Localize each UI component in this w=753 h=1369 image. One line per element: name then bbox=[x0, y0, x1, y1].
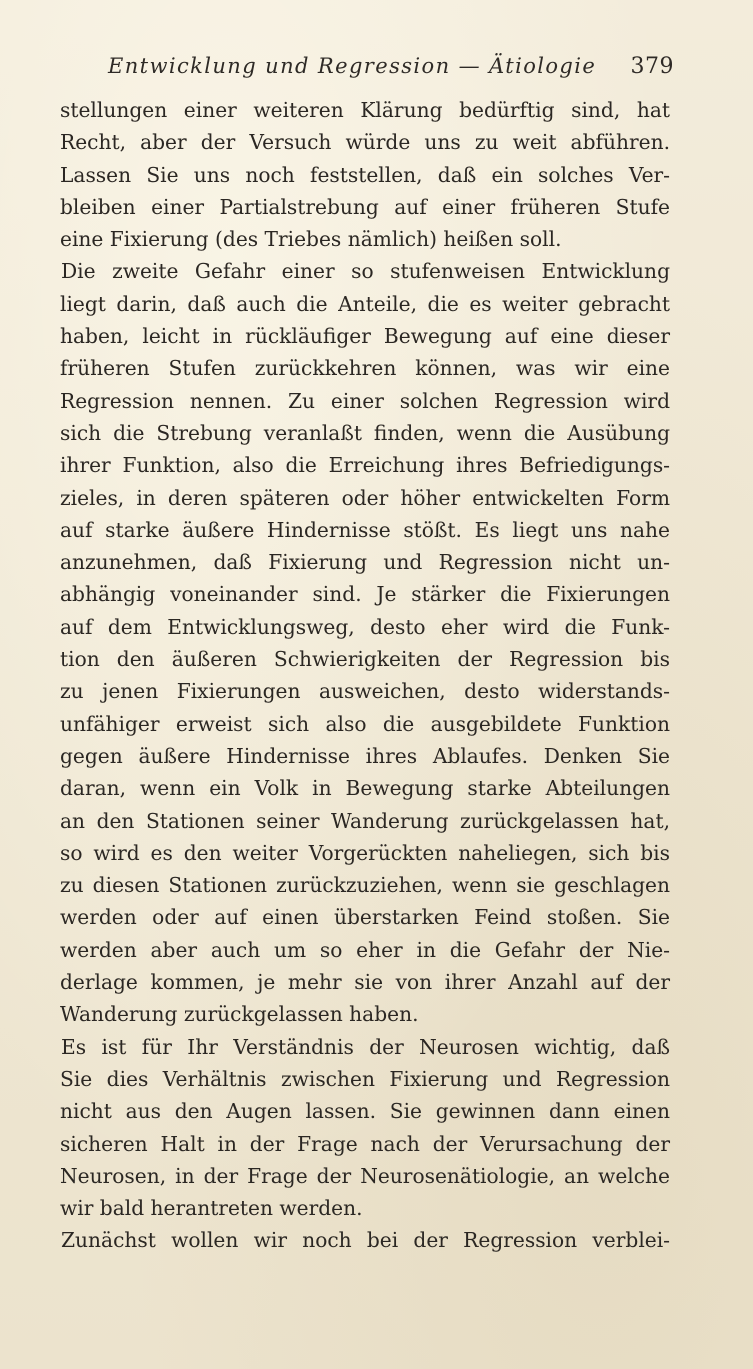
text-line: eine Fixierung (des Triebes nämlich) heißen soll. bbox=[60, 227, 562, 252]
text-line: liegt darin, daß auch die Anteile, die es weiter gebracht bbox=[60, 291, 670, 316]
body-text bbox=[60, 94, 670, 1257]
text-line: tion den äußeren Schwierigkeiten der Regression bis bbox=[60, 647, 670, 672]
text-line: bleiben einer Partialstrebung auf einer früheren Stufe bbox=[60, 194, 670, 219]
text-line: so wird es den weiter Vorgerückten naheliegen, sich bis bbox=[60, 840, 670, 865]
text-line: haben, leicht in rückläufiger Bewegung auf eine dieser bbox=[60, 324, 670, 349]
text-line: früheren Stufen zurückkehren können, was wir eine bbox=[60, 356, 670, 381]
text-line: werden aber auch um so eher in die Gefahr der Nie- bbox=[60, 937, 670, 962]
text-line: zu jenen Fixierungen ausweichen, desto widerstands- bbox=[60, 679, 670, 704]
text-line: abhängig voneinander sind. Je stärker die Fixierungen bbox=[60, 582, 670, 607]
text-line: werden oder auf einen überstarken Feind stoßen. Sie bbox=[60, 905, 670, 930]
text-line: Es ist für Ihr Verständnis der Neurosen wichtig, daß bbox=[61, 1034, 670, 1059]
running-title: Entwicklung und Regression — Ätiologie bbox=[108, 54, 597, 78]
text-line: auf starke äußere Hindernisse stößt. Es liegt uns nahe bbox=[60, 517, 670, 542]
text-line: daran, wenn ein Volk in Bewegung starke Abteilungen bbox=[60, 776, 670, 801]
text-line: sich die Strebung veranlaßt finden, wenn die Ausübung bbox=[60, 420, 670, 445]
text-line: Lassen Sie uns noch feststellen, daß ein solches Ver- bbox=[60, 162, 670, 187]
text-line: wir bald herantreten werden. bbox=[60, 1196, 363, 1221]
text-line: unfähiger erweist sich also die ausgebildete Funktion bbox=[60, 711, 670, 736]
text-line: zieles, in deren späteren oder höher entwickelten Form bbox=[60, 485, 670, 510]
text-line: nicht aus den Augen lassen. Sie gewinnen dann einen bbox=[60, 1099, 670, 1124]
text-line: anzunehmen, daß Fixierung und Regression nicht un- bbox=[60, 550, 670, 575]
text-line: Sie dies Verhältnis zwischen Fixierung und Regression bbox=[60, 1066, 670, 1091]
text-line: Wanderung zurückgelassen haben. bbox=[60, 1002, 419, 1027]
text-line: ihrer Funktion, also die Erreichung ihres Befriedigungs- bbox=[60, 453, 670, 478]
text-line: Recht, aber der Versuch würde uns zu weit abführen. bbox=[60, 130, 670, 155]
text-line: zu diesen Stationen zurückzuziehen, wenn sie geschlagen bbox=[60, 873, 670, 898]
text-line: Regression nennen. Zu einer solchen Regression wird bbox=[60, 388, 670, 413]
text-line: sicheren Halt in der Frage nach der Verursachung der bbox=[60, 1131, 670, 1156]
text-line: Die zweite Gefahr einer so stufenweisen Entwicklung bbox=[61, 259, 670, 284]
text-line: stellungen einer weiteren Klärung bedürftig sind, hat bbox=[60, 98, 670, 122]
text-line: Zunächst wollen wir noch bei der Regression verblei- bbox=[61, 1228, 670, 1253]
text-line: an den Stationen seiner Wanderung zurückgelassen hat, bbox=[60, 808, 670, 833]
text-line: Neurosen, in der Frage der Neurosenätiologie, an welche bbox=[60, 1163, 670, 1188]
text-line: derlage kommen, je mehr sie von ihrer Anzahl auf der bbox=[60, 970, 670, 995]
text-line: auf dem Entwicklungsweg, desto eher wird die Funk- bbox=[60, 614, 670, 639]
text-line: gegen äußere Hindernisse ihres Ablaufes. Denken Sie bbox=[60, 743, 670, 768]
page-header bbox=[108, 54, 674, 84]
page-number: 379 bbox=[630, 54, 674, 79]
